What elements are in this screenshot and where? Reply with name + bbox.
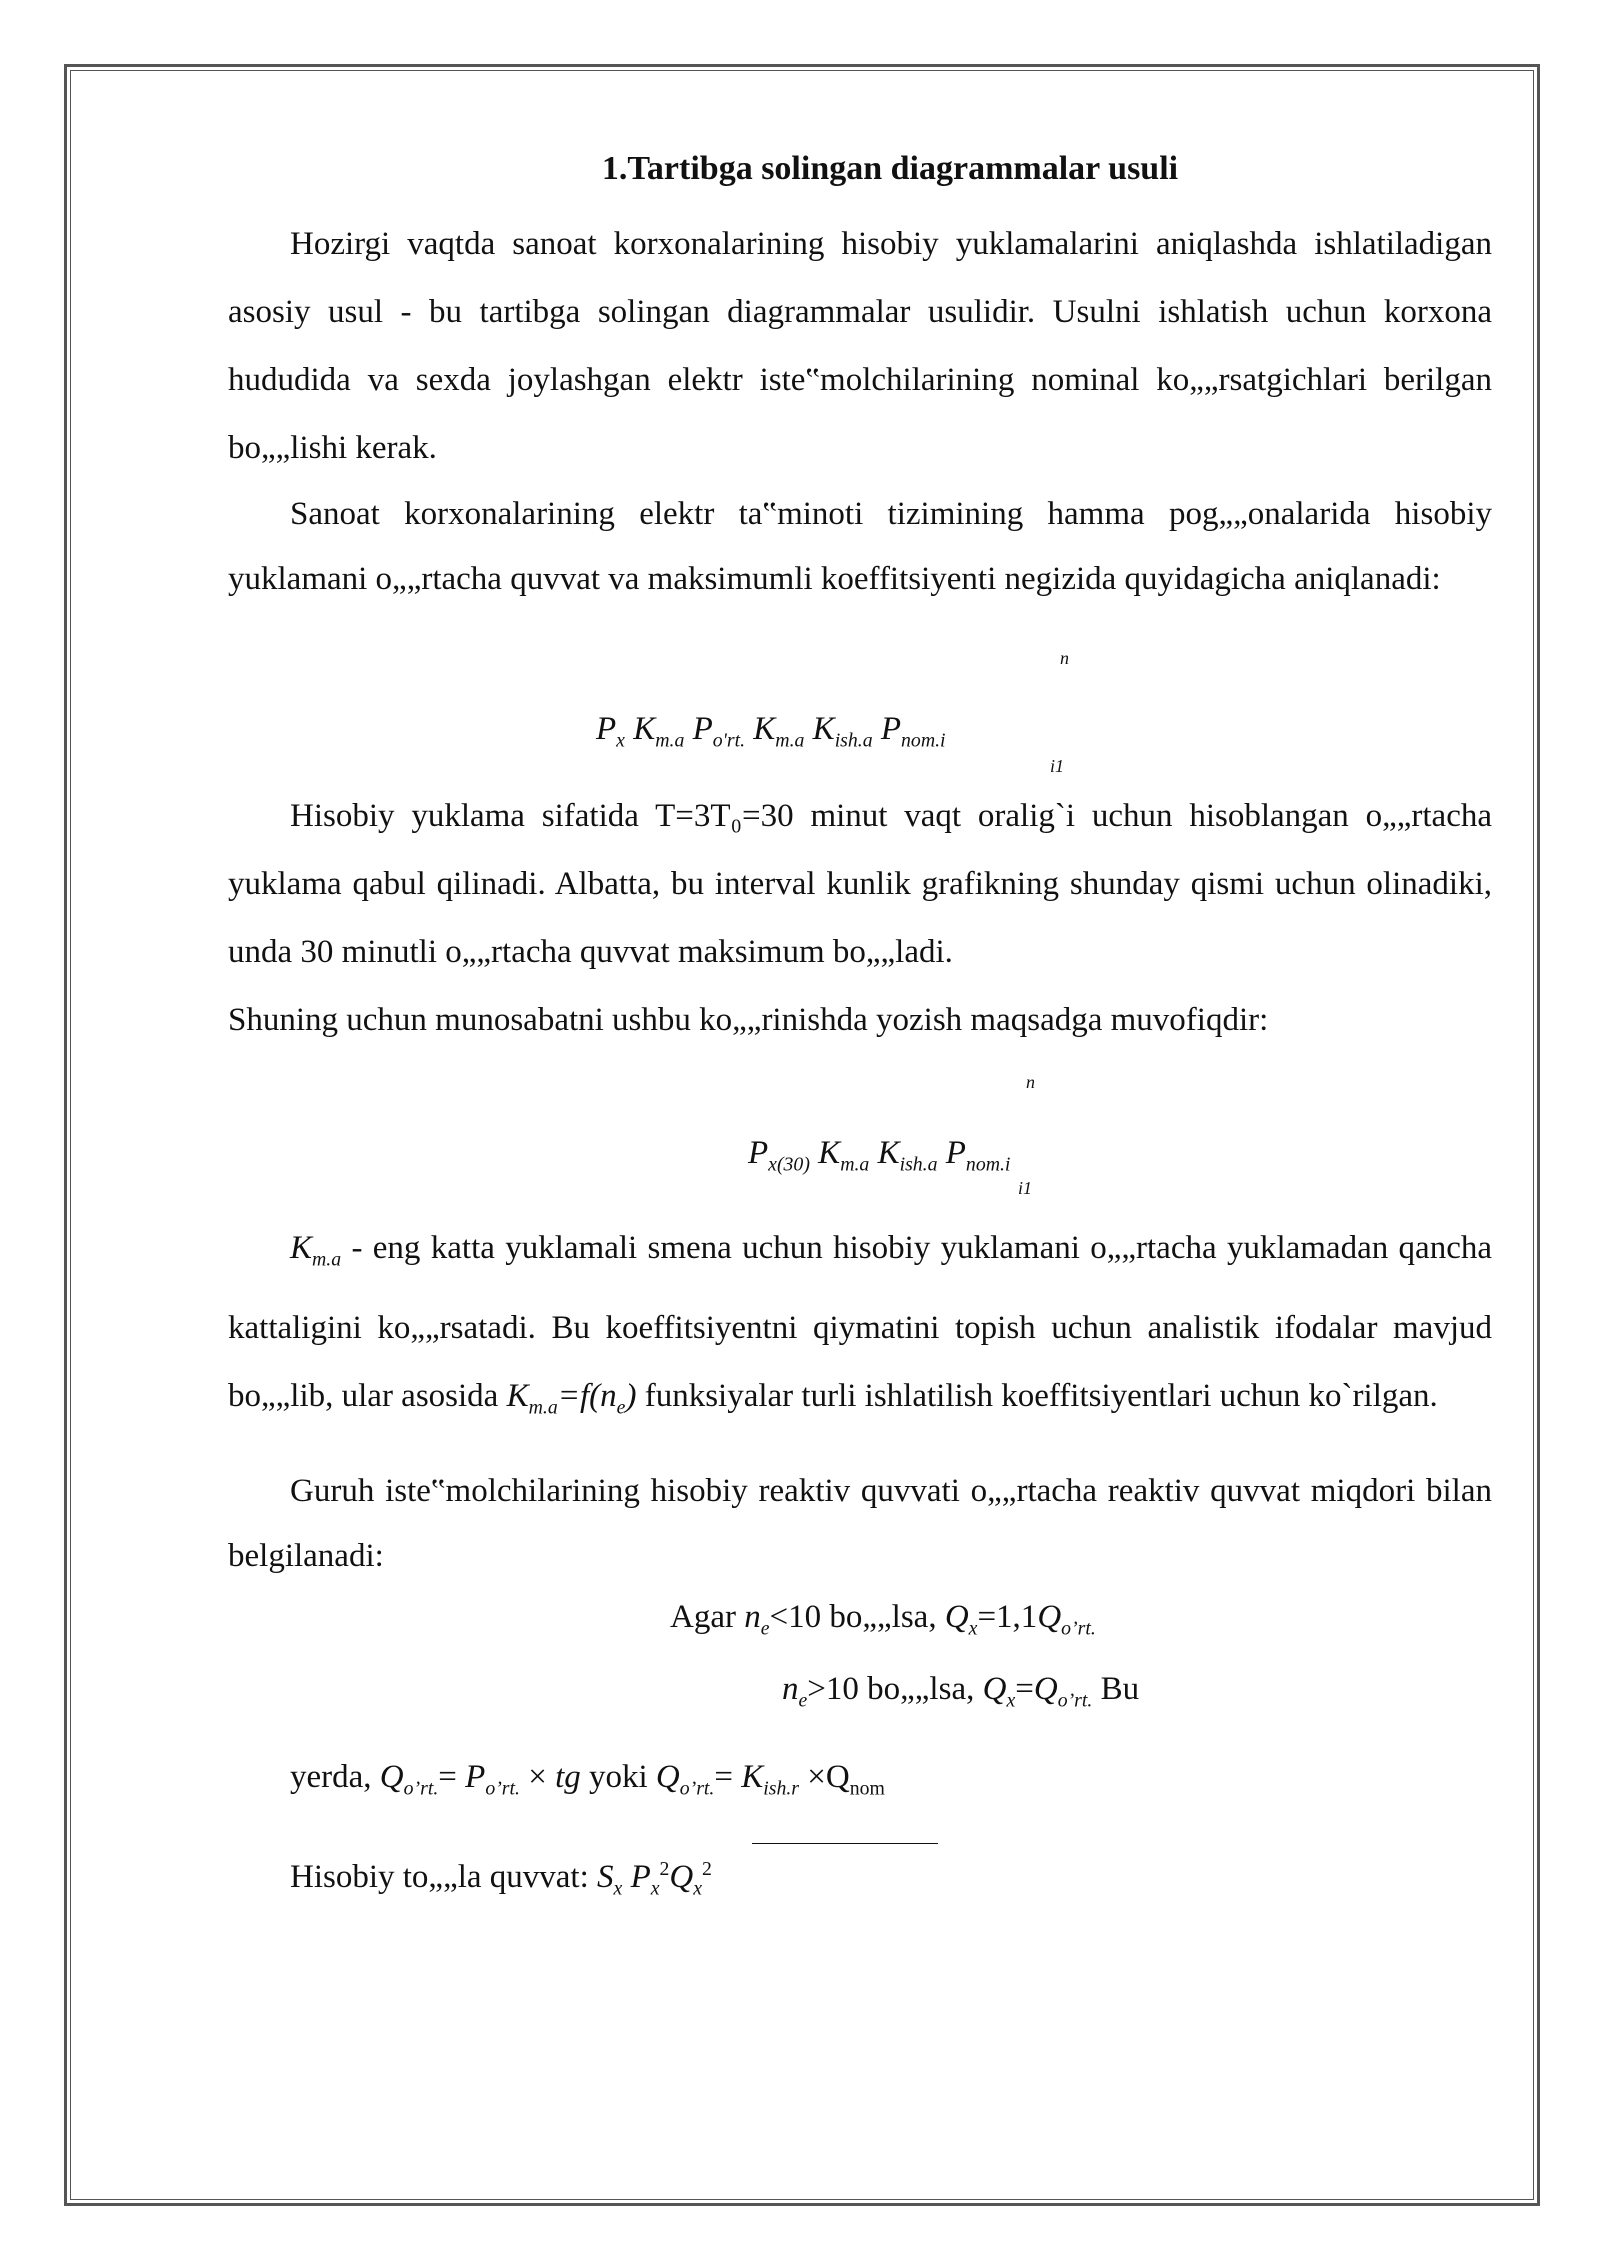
paragraph-intro: Hozirgi vaqtda sanoat korxonalarining hisobiy yuklamalarini aniqlashda ishlatiladigan asosiy usul - bu tartibga solingan diagrammalar usulidir. Usulni ishlatish uchun korxona hududida va sexda joylashgan elektr iste‟molchilarining nominal ko„„rsatgichlari berilgan bo„„lishi kerak. bbox=[228, 226, 1492, 466]
document-body bbox=[228, 150, 1492, 1928]
paragraph-kma: $K_{m.a}$ - eng katta yuklamali smena uchun hisobiy yuklamani o„„rtacha yuklamadan qancha kattaligini ko„„rsatadi. Bu koeffitsiyentni qiymatini topish uchun analistik ifodalar mavjud bo„„lib, ular asosida $K_{m.a}=f(n_e)$ funksiyalar turli ishlatilish koeffitsiyentlari uchun ko`rilgan. bbox=[228, 1230, 1492, 1419]
paragraph-reaktiv: Guruh iste‟molchilarining hisobiy reaktiv quvvati o„„rtacha reaktiv quvvat miqdori bilan belgilanadi: bbox=[228, 1473, 1492, 1575]
paragraph-definition: Sanoat korxonalarining elektr ta‟minoti tizimining hamma pog„„onalarida hisobiy yuklamani o„„rtacha quvvat va maksimumli koeffitsiyenti negizida quyidagicha aniqlanadi: bbox=[228, 496, 1492, 597]
sum-upper-limit: n bbox=[1060, 648, 1069, 668]
sum-lower-limit: i1 bbox=[1050, 756, 1065, 776]
condition-2: $n_e>10$ bo„„lsa, $Q_x=Q_{o’rt.}$ Bu bbox=[782, 1671, 1140, 1712]
sqrt-bar bbox=[752, 1843, 938, 1844]
formula-expression: $P_x$ $K_{m.a}$ $P_{o'rt.}$ $K_{m.a}$ $K_{ish.a}$ $P_{nom.i}$ bbox=[596, 711, 946, 752]
formula-hisobiy-yuklama-30 bbox=[228, 1054, 1492, 1214]
yerda-line: yerda, $Q_{o’rt.}= P_{o’rt.}$ × tg yoki $Q_{o’rt.}= K_{ish.r} \times Q_{nom}$ bbox=[290, 1759, 885, 1800]
paragraph-munosabat: Shuning uchun munosabatni ushbu ko„„rinishda yozish maqsadga muvofiqdir: bbox=[228, 1002, 1269, 1038]
condition-1: Agar $n_e<10$ bo„„lsa, $Q_x=1,1Q_{o’rt.}$ bbox=[670, 1599, 1096, 1640]
formula-hisobiy-yuklama bbox=[228, 612, 1492, 782]
section-title: 1.Tartibga solingan diagrammalar usuli bbox=[601, 150, 1179, 187]
sum-upper-limit-2: n bbox=[1026, 1072, 1035, 1092]
paragraph-interval: Hisobiy yuklama sifatida T=3T₀=30 minut vaqt oralig`i uchun hisoblangan o„„rtacha yuklama qabul qilinadi. Albatta, bu interval kunlik grafikning shunday qismi uchun olinadiki, unda 30 minutli o„„rtacha quvvat maksimum bo„„ladi. bbox=[228, 798, 1492, 970]
formula-expression-2: $P_{x(30)}$ $K_{m.a}$ $K_{ish.a}$ $P_{nom.i}$ bbox=[748, 1135, 1011, 1176]
total-power-line: Hisobiy to„„la quvvat: $S_x$ $P_x^2Q_x^2$ bbox=[228, 1829, 1492, 1929]
sum-lower-limit-2: i1 bbox=[1018, 1178, 1033, 1198]
